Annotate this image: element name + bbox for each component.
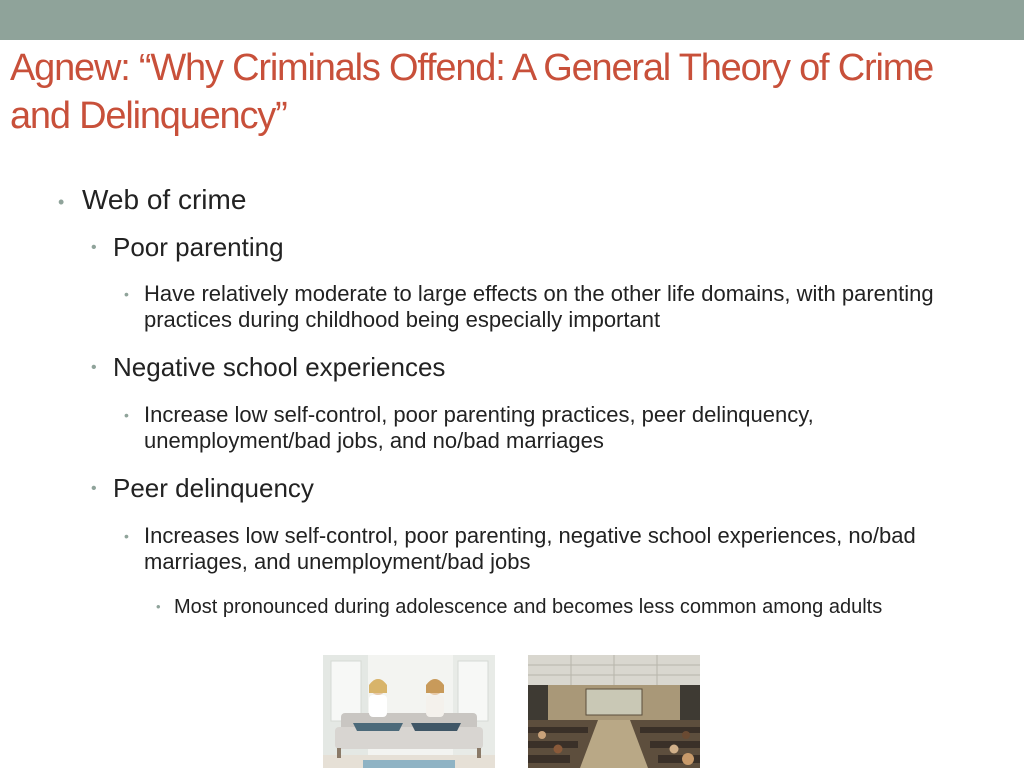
bullet-dot-icon: • (91, 239, 97, 256)
bullet-text: Poor parenting (113, 232, 284, 262)
slide-title: Agnew: “Why Criminals Offend: A General Theory of Crime and Delinquency” (10, 47, 934, 137)
bullet-negative-school-detail (124, 402, 974, 454)
photo-lecture-classroom (528, 655, 700, 768)
bullet-dot-icon: • (124, 407, 129, 423)
bullet-web-of-crime (58, 183, 247, 217)
bullet-dot-icon: • (91, 359, 97, 376)
bullet-dot-icon: • (124, 286, 129, 302)
bullet-dot-icon: • (58, 192, 65, 212)
bullet-negative-school (91, 351, 446, 383)
bullet-text: Web of crime (82, 184, 247, 215)
bullet-text: Negative school experiences (113, 352, 446, 382)
bullet-poor-parenting (91, 231, 284, 263)
bullet-dot-icon: • (124, 528, 129, 544)
bullet-poor-parenting-detail (124, 281, 974, 333)
classroom-illustration (528, 655, 700, 768)
bullet-text: Increases low self-control, poor parenting, negative school experiences, no/bad marriages, and unemployment/bad jobs (144, 523, 916, 574)
couch-illustration (323, 655, 495, 768)
photo-two-women-on-couch (323, 655, 495, 768)
bullet-peer-delinquency (91, 472, 314, 504)
bullet-text: Increase low self-control, poor parenting practices, peer delinquency, unemployment/bad jobs, and no/bad marriages (144, 402, 814, 453)
bullet-text: Peer delinquency (113, 473, 314, 503)
bullet-text: Have relatively moderate to large effects on the other life domains, with parenting practices during childhood being especially important (144, 281, 934, 332)
bullet-dot-icon: • (91, 480, 97, 497)
bullet-dot-icon: • (156, 599, 161, 614)
bullet-peer-delinquency-note (156, 595, 934, 619)
bullet-text: Most pronounced during adolescence and becomes less common among adults (174, 596, 883, 618)
bullet-peer-delinquency-detail (124, 523, 974, 575)
